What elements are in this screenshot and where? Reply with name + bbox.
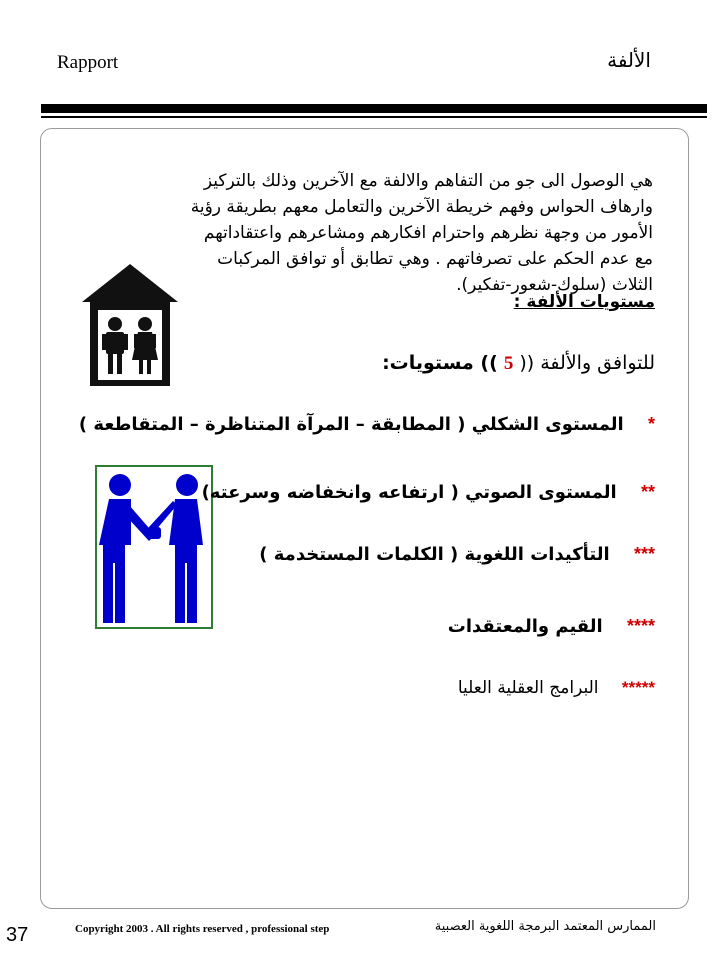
page-number: 37 <box>6 924 29 946</box>
level-item <box>65 410 655 439</box>
header-right-title: الألفة <box>607 48 651 72</box>
level-stars: ** <box>640 482 655 502</box>
level-text: القيم والمعتقدات <box>447 616 603 637</box>
levels-count: 5 <box>503 353 514 374</box>
levels-subtitle-before: للتوافق والألفة (( <box>519 352 655 374</box>
intro-paragraph <box>75 168 653 298</box>
level-stars: *** <box>633 544 655 564</box>
level-text: المستوى الصوتي ( ارتفاعه وانخفاضه وسرعته) <box>201 482 617 503</box>
intro-line: الثلاث (سلوك-شعور-تفكير). <box>456 275 653 295</box>
intro-line: الأمور من وجهة نظرهم واحترام افكارهم ومشاعرهم واعتقاداتهم <box>203 223 653 243</box>
level-stars: ***** <box>621 678 655 697</box>
footer-arabic-title: الممارس المعتمد البرمجة اللغوية العصبية <box>434 919 656 934</box>
levels-subtitle <box>382 352 655 375</box>
level-stars: **** <box>626 616 655 636</box>
header-rule-thin <box>41 116 707 118</box>
levels-subtitle-after: )) مستويات: <box>382 352 498 374</box>
level-stars: * <box>647 414 655 434</box>
intro-line: مع عدم الحكم على تصرفاتهم . وهي تطابق أو توافق المركبات <box>217 249 653 269</box>
header-rule-thick <box>41 104 707 113</box>
footer-copyright: Copyright 2003 . All rights reserved , professional step <box>75 923 330 935</box>
intro-line: هي الوصول الى جو من التفاهم والالفة مع الآخرين وذلك بالتركيز <box>203 171 653 191</box>
level-item <box>65 478 655 507</box>
level-item <box>448 612 655 641</box>
level-item <box>259 540 655 569</box>
header-left-title: Rapport <box>57 52 119 73</box>
level-text: المستوى الشكلي ( المطابقة – المرآة المتناظرة – المتقاطعة ) <box>78 414 624 435</box>
levels-title: مستويات الألفة : <box>513 292 655 312</box>
level-text: التأكيدات اللغوية ( الكلمات المستخدمة ) <box>259 544 610 565</box>
intro-line: وارهاف الحواس وفهم خريطة الآخرين والتعامل معهم بطريقة رؤية <box>190 197 653 217</box>
level-item <box>458 674 655 702</box>
level-text: البرامج العقلية العليا <box>457 678 599 698</box>
